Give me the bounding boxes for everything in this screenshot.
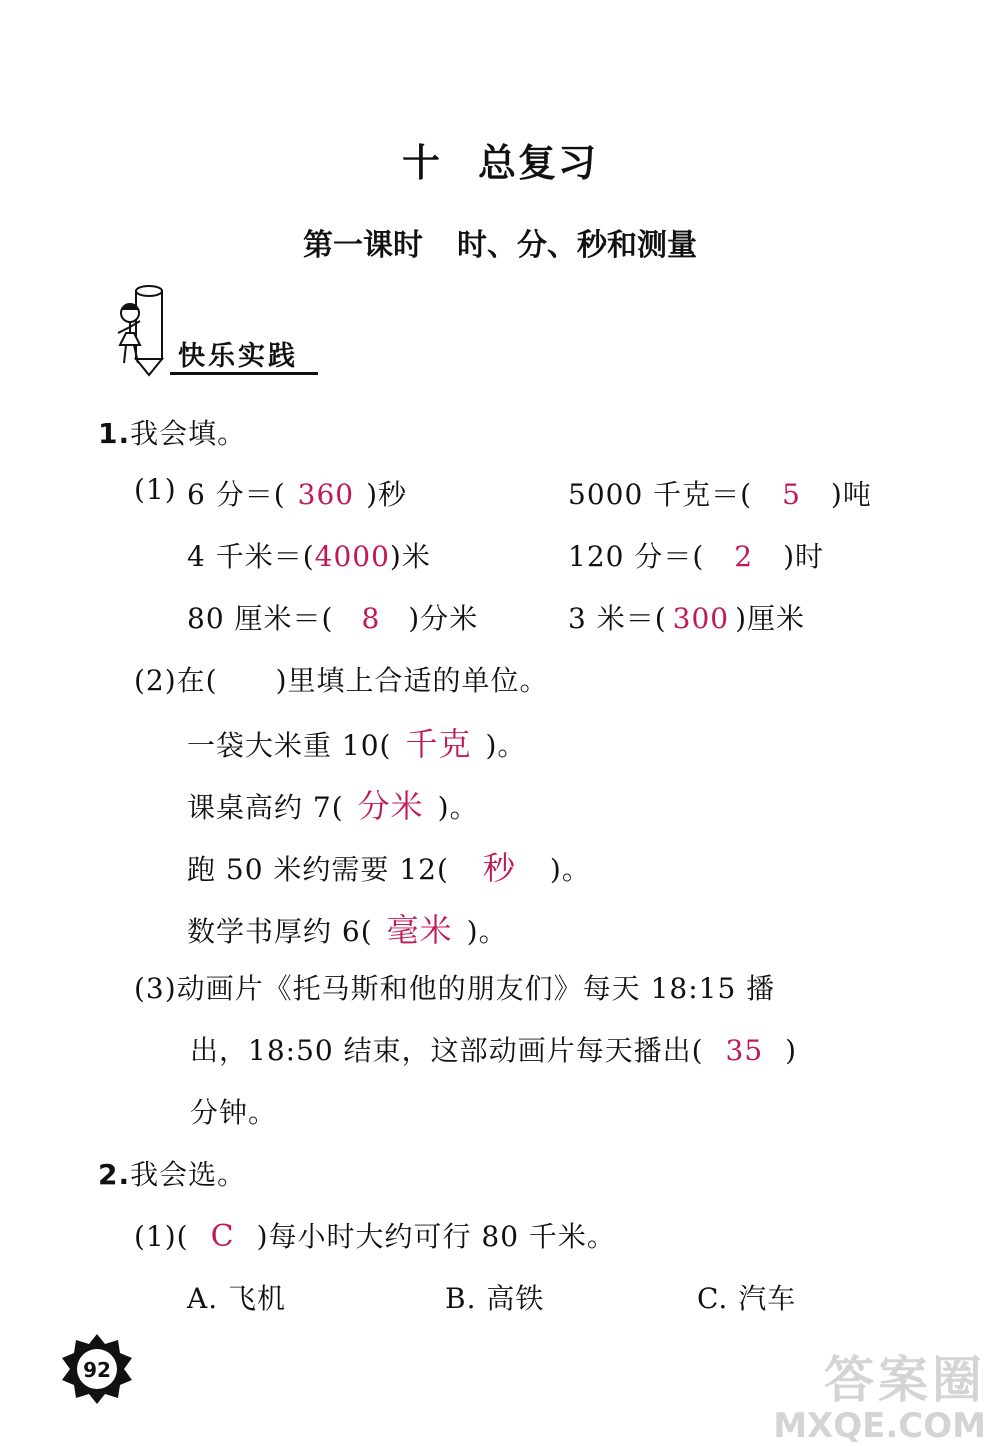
answer: 毫米 bbox=[386, 911, 453, 949]
unit-item bbox=[187, 781, 479, 827]
answer: 300 bbox=[672, 602, 730, 635]
item-text: )分米 bbox=[408, 602, 479, 635]
item-text: )。 bbox=[549, 853, 591, 886]
item-text: 一袋大米重 10( bbox=[187, 729, 392, 762]
q1-number: 1. bbox=[98, 417, 131, 450]
conversion-item bbox=[187, 535, 431, 575]
item-text: )。 bbox=[437, 791, 479, 824]
section-label: 快乐实践 bbox=[178, 341, 298, 372]
q2-p1-label: (1) bbox=[134, 1220, 177, 1253]
item-text: 5000 千克＝( bbox=[568, 478, 753, 511]
q2-number: 2. bbox=[98, 1158, 131, 1191]
conversion-item bbox=[568, 597, 805, 637]
q1-p2-instruction: 在( )里填上合适的单位。 bbox=[176, 664, 549, 697]
section-underline bbox=[170, 372, 318, 375]
item-text: )时 bbox=[783, 540, 825, 573]
watermark-url: MXQE.COM bbox=[773, 1406, 986, 1446]
q1-prompt: 我会填。 bbox=[130, 417, 247, 450]
page-number: 92 bbox=[83, 1358, 111, 1382]
conversion-item bbox=[187, 473, 407, 513]
option-c: C. 汽车 bbox=[697, 1282, 797, 1315]
item-text: )。 bbox=[466, 915, 508, 948]
item-text: )。 bbox=[485, 729, 527, 762]
chapter-title bbox=[0, 132, 1000, 187]
item-text: 120 分＝( bbox=[568, 540, 705, 573]
answer: 5 bbox=[782, 478, 801, 511]
q1-p3-line1 bbox=[134, 967, 775, 1007]
watermark bbox=[773, 1352, 986, 1444]
answer: 2 bbox=[734, 540, 754, 573]
chapter-name: 总复习 bbox=[478, 141, 599, 185]
answer: 8 bbox=[361, 602, 381, 635]
item-text: ( bbox=[176, 1220, 189, 1253]
q1-heading bbox=[98, 412, 246, 452]
q2-p1-line bbox=[134, 1215, 616, 1255]
q1-p2-label: (2) bbox=[134, 664, 177, 697]
lesson-title bbox=[0, 220, 1000, 264]
q1-p1-label: (1) bbox=[134, 473, 177, 506]
option-a: A. 飞机 bbox=[187, 1282, 287, 1315]
item-text: 课桌高约 7( bbox=[187, 791, 344, 824]
q1-p3-text: 动画片《托马斯和他的朋友们》每天 18:15 播 bbox=[176, 972, 776, 1005]
lesson-label: 第一课时 bbox=[303, 228, 423, 263]
answer: 35 bbox=[725, 1034, 764, 1067]
conversion-item bbox=[568, 535, 824, 575]
item-text: )厘米 bbox=[735, 602, 806, 635]
conversion-item bbox=[187, 597, 478, 637]
item-text: 6 分＝( bbox=[187, 478, 286, 511]
q2-heading bbox=[98, 1153, 246, 1193]
watermark-logo: 答案圈 bbox=[824, 1351, 986, 1409]
item-text: )每小时大约可行 80 千米。 bbox=[256, 1220, 616, 1253]
item-text: )秒 bbox=[366, 478, 408, 511]
answer: 秒 bbox=[482, 849, 516, 887]
item-text: )吨 bbox=[830, 478, 872, 511]
page-number-badge bbox=[60, 1332, 134, 1406]
unit-item bbox=[187, 719, 526, 765]
item-text: ) bbox=[785, 1034, 798, 1067]
item-text: 跑 50 米约需要 12( bbox=[187, 853, 449, 886]
item-text: 4 千米＝( bbox=[187, 540, 315, 573]
item-text: 出，18:50 结束，这部动画片每天播出( bbox=[190, 1034, 704, 1067]
answer: 分米 bbox=[357, 787, 424, 825]
q2-prompt: 我会选。 bbox=[130, 1158, 247, 1191]
answer: 4000 bbox=[314, 540, 390, 573]
q1-p2-heading bbox=[134, 659, 549, 699]
lesson-name: 时、分、秒和测量 bbox=[457, 228, 697, 263]
q1-p3-line2 bbox=[190, 1029, 797, 1069]
conversion-item bbox=[568, 473, 872, 513]
q1-p3-label: (3) bbox=[134, 972, 177, 1005]
item-text: 80 厘米＝( bbox=[187, 602, 334, 635]
option-b: B. 高铁 bbox=[445, 1282, 545, 1315]
answer: C bbox=[210, 1219, 235, 1254]
item-text: 3 米＝( bbox=[568, 602, 667, 635]
answer: 千克 bbox=[405, 725, 472, 763]
q1-p3-line3: 分钟。 bbox=[190, 1096, 278, 1129]
chapter-number: 十 bbox=[401, 141, 442, 185]
answer: 360 bbox=[297, 478, 355, 511]
item-text: 数学书厚约 6( bbox=[187, 915, 373, 948]
item-text: )米 bbox=[389, 540, 431, 573]
unit-item bbox=[187, 843, 591, 889]
unit-item bbox=[187, 905, 508, 951]
